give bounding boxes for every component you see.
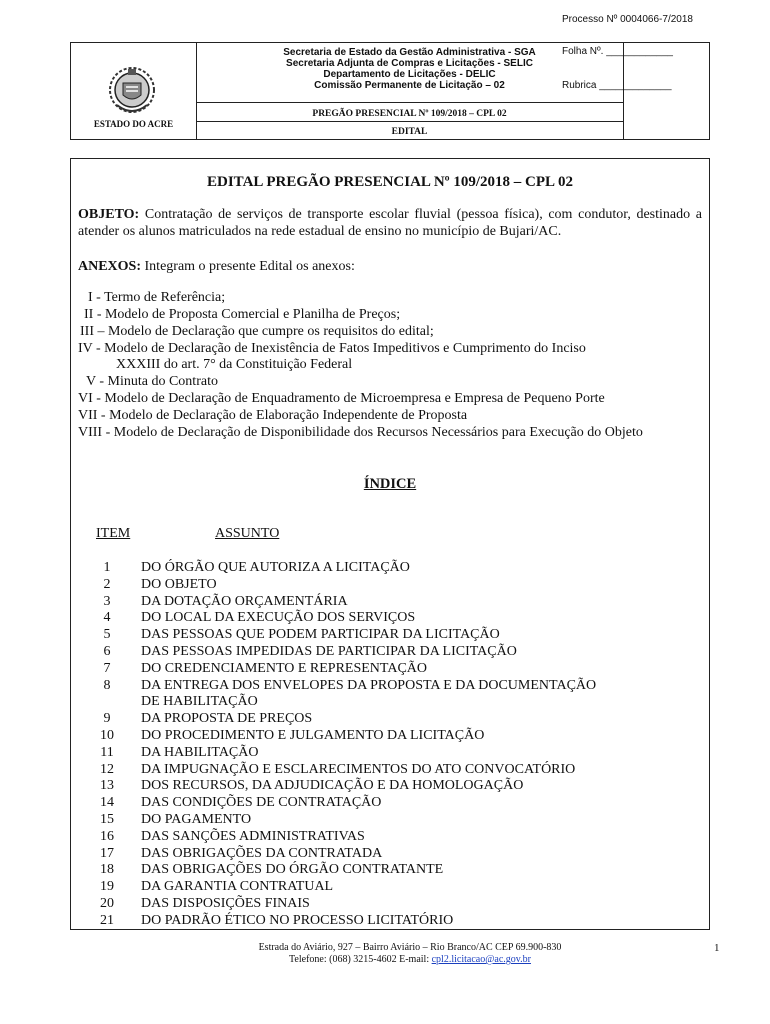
footer-contact	[160, 954, 660, 966]
index-item-number: 9	[103, 711, 111, 727]
index-item-number: 15	[100, 812, 114, 827]
anexos-paragraph	[78, 259, 355, 275]
org-line: Secretaria de Estado da Gestão Administrativa - SGA	[283, 47, 536, 58]
document-title: EDITAL PREGÃO PRESENCIAL Nº 109/2018 – CPL 02	[207, 174, 573, 190]
index-item-subject: DA ENTREGA DOS ENVELOPES DA PROPOSTA E DA DOCUMENTAÇÃO	[141, 677, 597, 693]
objeto-label: OBJETO:	[78, 207, 140, 222]
index-item-number: 17	[100, 845, 114, 861]
index-item-number: 13	[100, 778, 114, 794]
annex-item: III – Modelo de Declaração que cumpre os requisitos do edital;	[80, 324, 434, 339]
index-item-subject: DOS RECURSOS, DA ADJUDICAÇÃO E DA HOMOLOGAÇÃO	[141, 778, 524, 794]
index-item-number: 10	[100, 728, 114, 743]
org-line: Comissão Permanente de Licitação – 02	[314, 80, 505, 91]
index-item-subject: DO PROCEDIMENTO E JULGAMENTO DA LICITAÇÃO	[141, 728, 485, 743]
index-item-subject: DA HABILITAÇÃO	[141, 744, 259, 760]
objeto-text: Contratação de serviços de transporte escolar fluvial (pessoa física), com condutor, destinado a atender os alunos matriculados na rede estadual de ensino no município de Bujari/AC.	[78, 207, 702, 239]
anexos-text: Integram o presente Edital os anexos:	[141, 259, 355, 274]
index-item-number: 5	[103, 627, 111, 643]
rubrica-field: Rubrica _____________	[562, 80, 672, 91]
column-header-item: ITEM	[96, 526, 131, 541]
index-item-subject: DA PROPOSTA DE PREÇOS	[141, 711, 313, 727]
index-title: ÍNDICE	[363, 476, 417, 492]
index-item-subject: DAS OBRIGAÇÕES DO ÓRGÃO CONTRATANTE	[141, 862, 444, 878]
index-item-subject: DAS DISPOSIÇÕES FINAIS	[141, 896, 310, 911]
index-item-subject: DAS CONDIÇÕES DE CONTRATAÇÃO	[141, 795, 382, 811]
footer-address: Estrada do Aviário, 927 – Bairro Aviário – Rio Branco/AC CEP 69.900-830	[258, 942, 562, 953]
index-item-number: 6	[103, 644, 111, 659]
index-item-number: 8	[103, 677, 111, 693]
annex-item: VI - Modelo de Declaração de Enquadramento de Microempresa e Empresa de Pequeno Porte	[78, 391, 605, 406]
organization-lines	[196, 47, 623, 91]
pregao-label: PREGÃO PRESENCIAL Nº 109/2018 – CPL 02	[312, 109, 507, 119]
email-link[interactable]: cpl2.licitacao@ac.gov.br	[431, 954, 531, 965]
index-item-subject: DAS SANÇÕES ADMINISTRATIVAS	[141, 828, 365, 844]
index-item-number: 14	[100, 795, 114, 811]
state-coat-of-arms-icon	[107, 65, 157, 119]
annex-item: XXXIII do art. 7° da Constituição Federal	[116, 357, 353, 372]
index-item-subject: DAS OBRIGAÇÕES DA CONTRATADA	[141, 845, 383, 861]
annex-item: II - Modelo de Proposta Comercial e Planilha de Preços;	[84, 307, 401, 322]
index-item-number: 20	[100, 896, 114, 911]
annex-item: IV - Modelo de Declaração de Inexistência de Fatos Impeditivos e Cumprimento do Inciso	[78, 341, 586, 356]
index-item-subject: DO CREDENCIAMENTO E REPRESENTAÇÃO	[141, 660, 428, 676]
folha-field: Folha Nº. ____________	[562, 46, 673, 57]
annex-item: VIII - Modelo de Declaração de Disponibilidade dos Recursos Necessários para Execução do Objeto	[78, 425, 643, 440]
header-process-cell	[623, 43, 709, 139]
index-item-number: 18	[100, 862, 114, 878]
index-item-number: 12	[100, 761, 114, 777]
index-item-subject: DO ÓRGÃO QUE AUTORIZA A LICITAÇÃO	[141, 560, 410, 575]
index-item-subject: DO OBJETO	[141, 576, 217, 592]
header-organization-cell	[196, 43, 624, 139]
index-item-subject: DO PADRÃO ÉTICO NO PROCESSO LICITATÓRIO	[141, 912, 454, 928]
index-item-subject: DA IMPUGNAÇÃO E ESCLARECIMENTOS DO ATO CONVOCATÓRIO	[141, 761, 576, 777]
footer-phone: Telefone: (068) 3215-4602 E-mail:	[289, 954, 432, 965]
annex-item: V - Minuta do Contrato	[86, 374, 218, 389]
annex-item: VII - Modelo de Declaração de Elaboração Independente de Proposta	[78, 408, 468, 423]
divider	[196, 102, 623, 103]
index-item-subject: DO LOCAL DA EXECUÇÃO DOS SERVIÇOS	[141, 610, 416, 626]
index-item-number: 7	[103, 660, 111, 676]
page-number: 1	[714, 942, 720, 954]
edital-label: EDITAL	[391, 127, 428, 137]
org-line: Departamento de Licitações - DELIC	[323, 69, 496, 80]
index-item-number: 3	[103, 593, 111, 609]
anexos-label: ANEXOS:	[78, 259, 142, 274]
page-footer	[160, 942, 660, 966]
index-item-number: 21	[100, 912, 114, 928]
org-line: Secretaria Adjunta de Compras e Licitações - SELIC	[286, 58, 533, 69]
index-item-subject: DAS PESSOAS IMPEDIDAS DE PARTICIPAR DA LICITAÇÃO	[141, 644, 517, 659]
index-item-number: 11	[100, 744, 114, 760]
index-item-subject: DE HABILITAÇÃO	[141, 694, 258, 710]
objeto-paragraph	[78, 206, 702, 240]
column-header-subject: ASSUNTO	[215, 526, 280, 541]
index-item-subject: DAS PESSOAS QUE PODEM PARTICIPAR DA LICITAÇÃO	[141, 627, 500, 643]
index-item-number: 1	[103, 560, 111, 575]
index-item-number: 19	[100, 879, 114, 895]
index-item-number: 2	[103, 576, 111, 592]
index-item-subject: DA GARANTIA CONTRATUAL	[141, 879, 334, 895]
header-logo-cell	[71, 43, 197, 139]
index-item-number: 4	[103, 610, 111, 626]
state-label: ESTADO DO ACRE	[93, 119, 174, 129]
divider	[196, 121, 623, 122]
index-item-subject: DO PAGAMENTO	[141, 812, 252, 827]
annex-item: I - Termo de Referência;	[88, 290, 226, 305]
process-number: Processo Nº 0004066-7/2018	[562, 14, 693, 25]
index-item-number: 16	[100, 828, 114, 844]
index-item-subject: DA DOTAÇÃO ORÇAMENTÁRIA	[141, 593, 348, 609]
